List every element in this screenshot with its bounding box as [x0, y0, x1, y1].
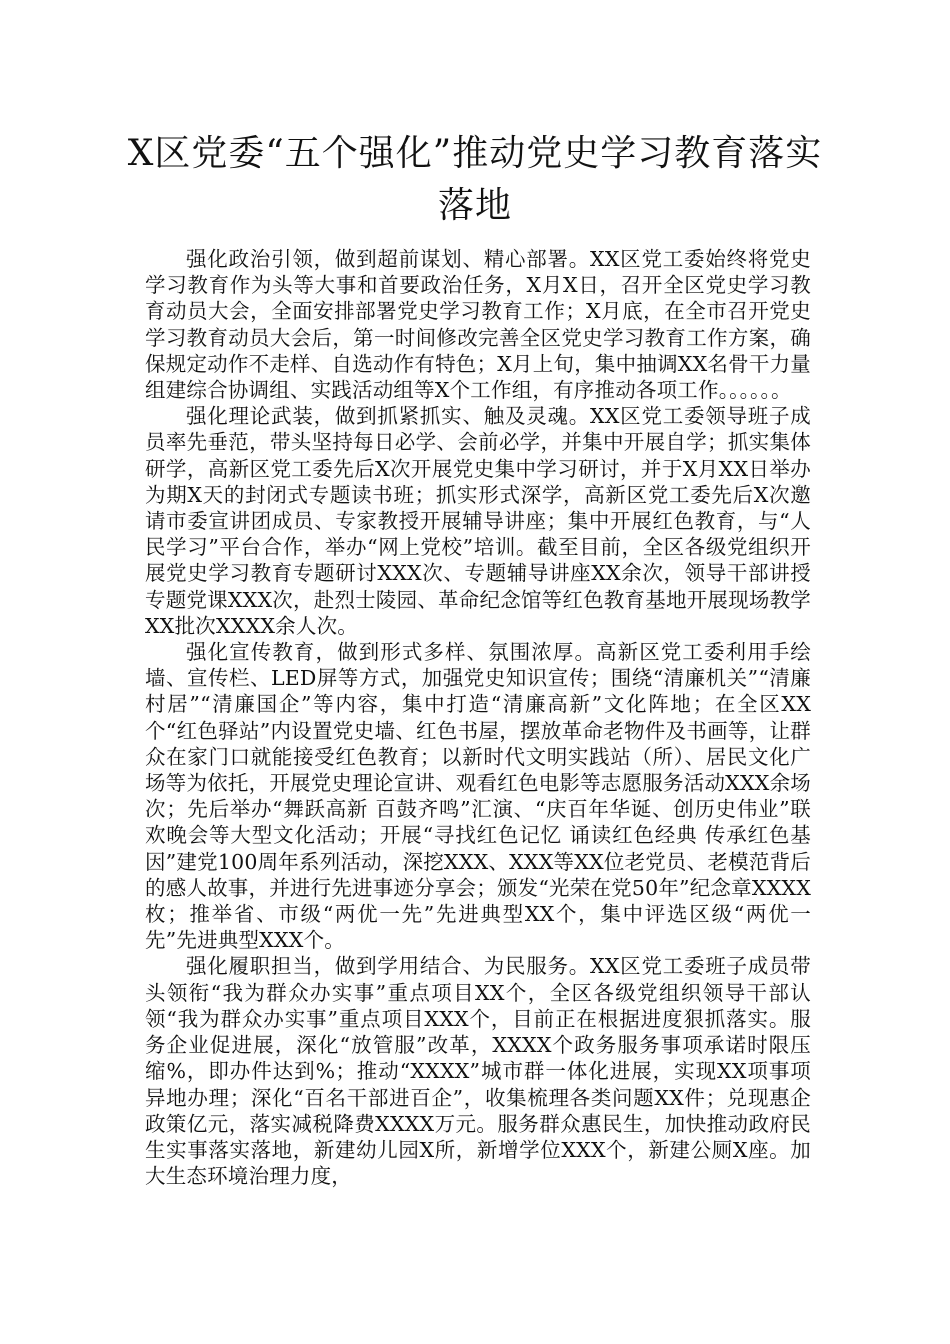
paragraph-political-guidance: 强化政治引领，做到超前谋划、精心部署。XX区党工委始终将党史学习教育作为头等大事和首要政治任务，X月X日，召开全区党史学习教育动员大会，全面安排部署党史学习教育工作；X月底，在全市召开党史学习教育动员大会后，第一时间修改完善全区党史学习教育工作方案，确保规定动作不走样、自选动作有特色；X月上旬，集中抽调XX名骨干力量组建综合协调组、实践活动组等X个工作组，有序推动各项工作。。。。。。 — [145, 247, 811, 403]
paragraph-duty-service: 强化履职担当，做到学用结合、为民服务。XX区党工委班子成员带头领衔“我为群众办实事”重点项目XX个，全区各级党组织领导干部认领“我为群众办实事”重点项目XXX个，目前正在根据进度狠抓落实。服务企业促进展，深化“放管服”改革，XXXX个政务服务事项承诺时限压缩%，即办件达到%；推动“XXXX”城市群一体化进展，实现XX项事项异地办理；深化“百名干部进百企”，收集梳理各类问题XX件；兑现惠企政策亿元，落实减税降费XXXX万元。服务群众惠民生，加快推动政府民生实事落实落地，新建幼儿园X所，新增学位XXX个，新建公厕X座。加大生态环境治理力度， — [145, 954, 811, 1189]
paragraph-publicity-education: 强化宣传教育，做到形式多样、氛围浓厚。高新区党工委利用手绘墙、宣传栏、LED屏等方式，加强党史知识宣传；围绕“清廉机关”“清廉村居”“清廉国企”等内容，集中打造“清廉高新”文化阵地；在全区XX个“红色驿站”内设置党史墙、红色书屋，摆放革命老物件及书画等，让群众在家门口就能接受红色教育；以新时代文明实践站（所）、居民文化广场等为依托，开展党史理论宣讲、观看红色电影等志愿服务活动XXX余场次；先后举办“舞跃高新 百鼓齐鸣”汇演、“庆百年华诞、创历史伟业”联欢晚会等大型文化活动；开展“寻找红色记忆 诵读红色经典 传承红色基因”建党100周年系列活动，深挖XXX、XXX等XX位老党员、老模范背后的感人故事，并进行先进事迹分享会；颁发“光荣在党50年”纪念章XXXX枚；推举省、市级“两优一先”先进典型XX个，集中评选区级“两优一先”先进典型XXX个。 — [145, 640, 811, 953]
page-title: X区党委“五个强化”推动党史学习教育落实落地 — [127, 133, 823, 226]
paragraph-theory-study: 强化理论武装，做到抓紧抓实、触及灵魂。XX区党工委领导班子成员率先垂范，带头坚持每日必学、会前必学，并集中开展自学；抓实集体研学，高新区党工委先后X次开展党史集中学习研讨，并于X月XX日举办为期X天的封闭式专题读书班；抓实形式深学，高新区党工委先后X次邀请市委宣讲团成员、专家教授开展辅导讲座；集中开展红色教育，与“人民学习”平台合作，举办“网上党校”培训。截至目前，全区各级党组织开展党史学习教育专题研讨XXX次、专题辅导讲座XX余次，领导干部讲授专题党课XXX次，赴烈士陵园、革命纪念馆等红色教育基地开展现场教学XX批次XXXX余人次。 — [145, 404, 811, 638]
document-body — [145, 246, 811, 1189]
